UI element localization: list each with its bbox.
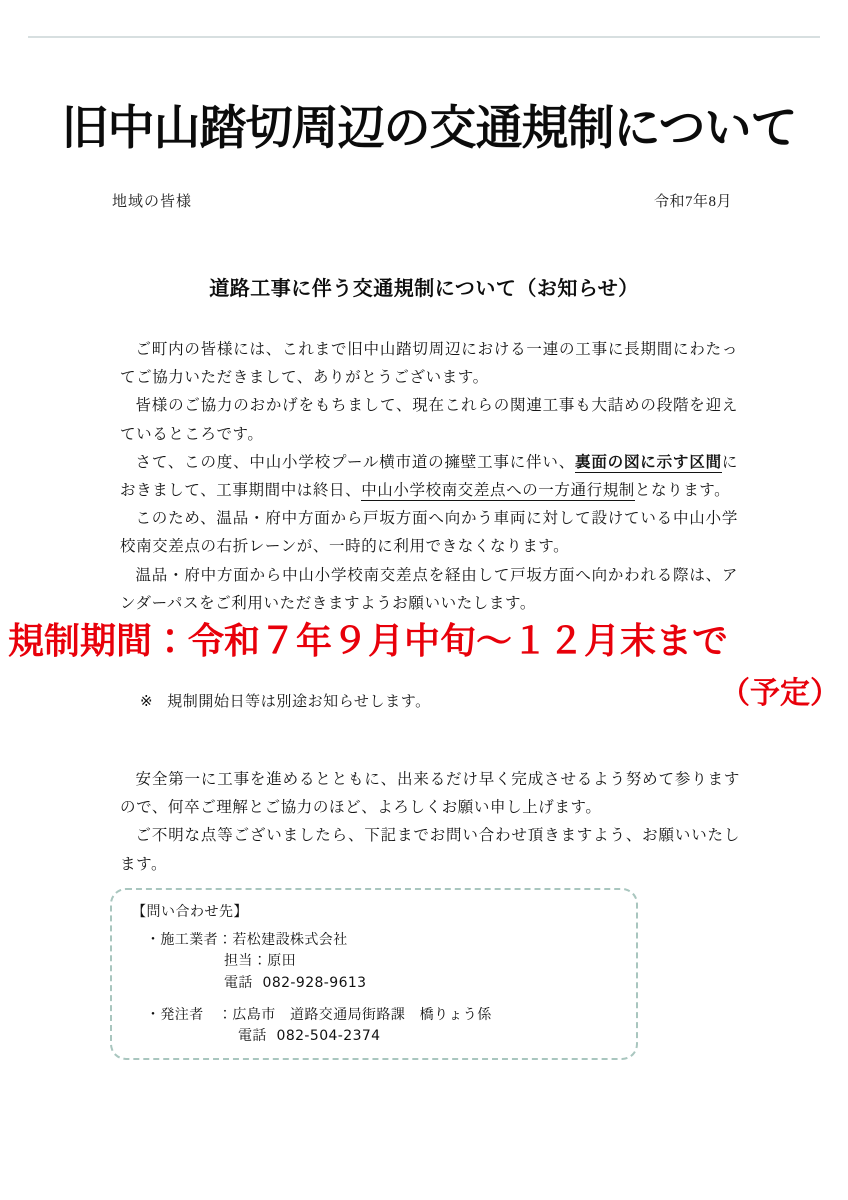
closing-paragraph-1: 安全第一に工事を進めるとともに、出来るだけ早く完成させるよう努めて参りますので、何卒ご理解とご協力のほど、よろしくお願い申し上げます。 bbox=[120, 771, 740, 817]
closing-paragraph-2: ご不明な点等ございましたら、下記までお問い合わせ頂きますよう、お願いいたします。 bbox=[120, 827, 740, 873]
client-row bbox=[132, 1005, 616, 1027]
body-paragraph-2: 皆様のご協力のおかげをもちまして、現在これらの関連工事も大詰めの段階を迎えているところです。 bbox=[120, 397, 738, 443]
client-name: 広島市 道路交通局街路課 橋りょう係 bbox=[232, 1006, 492, 1023]
header-divider bbox=[28, 36, 820, 38]
page-title: 旧中山踏切周辺の交通規制について bbox=[61, 101, 797, 156]
paragraph-3-lead: さて、この度、中山小学校プール横市道の擁壁工事に伴い、 bbox=[135, 453, 576, 471]
note-text: 規制開始日等は別途お知らせします。 bbox=[167, 694, 431, 710]
closing-text bbox=[120, 766, 740, 879]
body-paragraph-5: 温品・府中方面から中山小学校南交差点を経由して戸坂方面へ向かわれる際は、アンダーパスをご利用いただきますようお願いいたします。 bbox=[120, 566, 738, 612]
body-paragraph-4: このため、温品・府中方面から戸坂方面へ向かう車両に対して設けている中山小学校南交差点の右折レーンが、一時的に利用できなくなります。 bbox=[120, 510, 738, 556]
meta-row bbox=[112, 190, 732, 211]
body-paragraph-3 bbox=[120, 449, 738, 505]
issue-date: 令和7年8月 bbox=[653, 194, 732, 210]
contractor-tel-number: 082-928-9613 bbox=[262, 975, 367, 992]
regulation-period-banner: 規制期間：令和７年９月中旬～１２月末まで bbox=[8, 621, 729, 662]
contractor-row bbox=[132, 930, 616, 952]
body-text bbox=[120, 336, 738, 618]
client-tel-number: 082-504-2374 bbox=[276, 1028, 381, 1045]
contact-heading: 【問い合わせ先】 bbox=[132, 904, 248, 920]
contractor-person-label: 担当： bbox=[224, 953, 268, 970]
client-tel-row bbox=[132, 1026, 616, 1048]
client-label: ・発注者 ： bbox=[146, 1006, 233, 1023]
contractor-tel-label: 電話 bbox=[224, 975, 253, 992]
paragraph-3-tail: となります。 bbox=[634, 482, 731, 500]
audience-label: 地域の皆様 bbox=[112, 194, 193, 210]
contractor-person-name: 原田 bbox=[267, 953, 297, 970]
contractor-person-row bbox=[132, 951, 616, 973]
contractor-tel-row bbox=[132, 973, 616, 995]
regulation-period-planned: （予定） bbox=[720, 676, 840, 711]
client-tel-label: 電話 bbox=[238, 1028, 267, 1045]
contact-contractor bbox=[132, 930, 616, 995]
paragraph-3-mid: におきまして、工事期間中は終日、 bbox=[120, 453, 738, 500]
contact-client bbox=[132, 1005, 616, 1048]
contractor-name: 若松建設株式会社 bbox=[232, 931, 348, 948]
note-mark-icon: ※ bbox=[140, 694, 154, 710]
note-line bbox=[140, 690, 431, 711]
contractor-label: ・施工業者： bbox=[146, 931, 233, 948]
paragraph-3-underline-2: 中山小学校南交差点への一方通行規制 bbox=[361, 482, 635, 500]
document-subtitle: 道路工事に伴う交通規制について（お知らせ） bbox=[209, 276, 639, 300]
contact-box bbox=[110, 888, 638, 1060]
body-paragraph-1: ご町内の皆様には、これまで旧中山踏切周辺における一連の工事に長期間にわたってご協力いただきまして、ありがとうございます。 bbox=[120, 341, 738, 387]
paragraph-3-underline-1: 裏面の図に示す区間 bbox=[575, 453, 722, 471]
